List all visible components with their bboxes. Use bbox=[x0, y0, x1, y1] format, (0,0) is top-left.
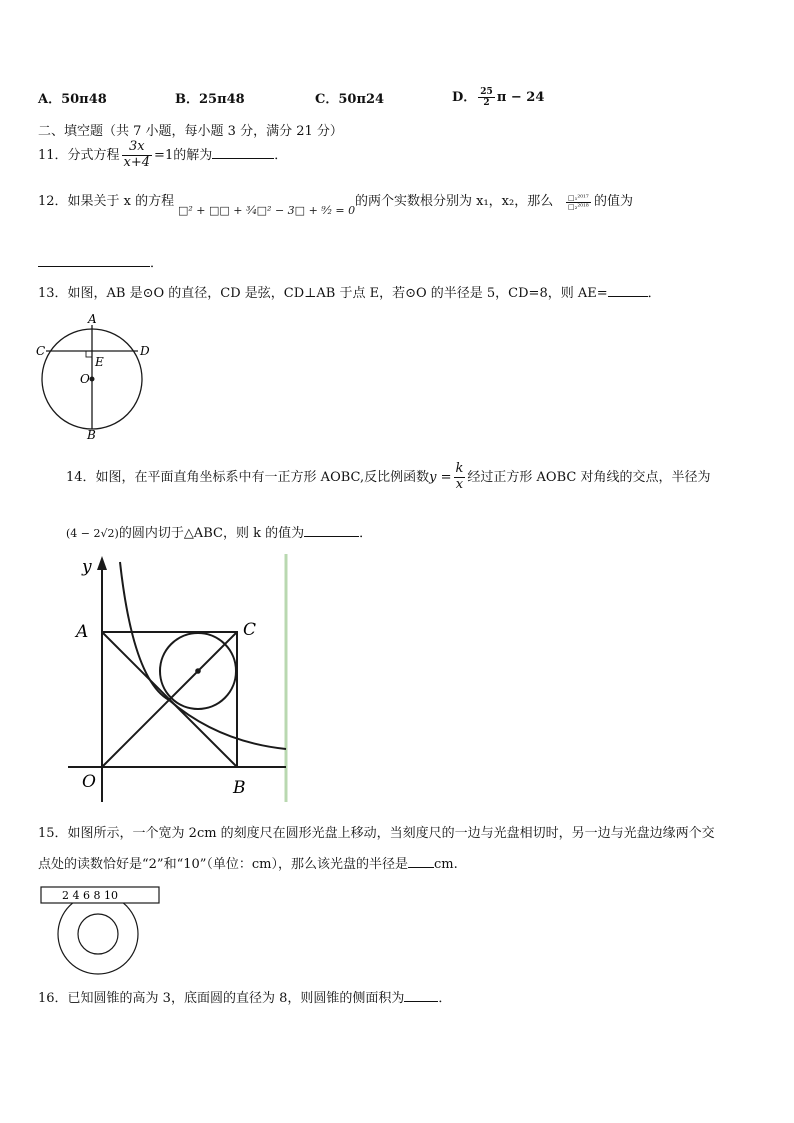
q13-text: 13．如图，AB 是⊙O 的直径，CD 是弦，CD⊥AB 于点 E，若⊙O 的半径是 5，CD=8，则 AE= bbox=[38, 286, 608, 301]
q14-end: ． bbox=[359, 526, 373, 541]
q11-frac-num: 3x bbox=[122, 140, 153, 156]
option-b-label: B． bbox=[175, 92, 199, 107]
q13-figure bbox=[30, 308, 160, 443]
option-d-frac-den: 2 bbox=[483, 98, 490, 108]
q14-y-axis-arrow bbox=[97, 556, 107, 570]
q13-center-point bbox=[90, 377, 95, 382]
q13-label-o: O bbox=[80, 372, 90, 386]
q12-prefix: 12．如果关于 x 的方程 bbox=[38, 194, 175, 209]
q14-text3: 的圆内切于△ABC，则 k 的值为 bbox=[118, 526, 305, 541]
q14-frac-den: x bbox=[455, 476, 464, 492]
q12-suffix: 的值为 bbox=[594, 194, 634, 209]
q12-expression bbox=[564, 194, 593, 211]
option-b bbox=[175, 88, 245, 107]
q13-label-b: B bbox=[87, 428, 96, 442]
q15-answer-blank[interactable] bbox=[408, 855, 434, 868]
option-d-frac-num: 25 bbox=[480, 86, 493, 97]
option-b-value: 25π48 bbox=[199, 92, 245, 107]
q12-answer-blank[interactable] bbox=[38, 254, 150, 267]
q16-text: 16．已知圆锥的高为 3，底面圆的直径为 8，则圆锥的侧面积为 bbox=[38, 991, 405, 1006]
q11-end: ． bbox=[274, 147, 288, 163]
q14-radius: (4 − 2√2) bbox=[66, 527, 119, 540]
q12-middle: 的两个实数根分别为 x₁，x₂，那么 bbox=[355, 194, 554, 209]
question-16 bbox=[38, 987, 451, 1006]
q13-label-a: A bbox=[88, 312, 97, 326]
q11-fraction bbox=[122, 140, 153, 171]
question-11 bbox=[38, 140, 287, 171]
q16-end: ． bbox=[438, 991, 452, 1006]
option-d-label: D． bbox=[452, 90, 477, 105]
q15-figure bbox=[38, 884, 163, 976]
q12-end: ． bbox=[150, 256, 164, 271]
q13-label-c: C bbox=[36, 344, 46, 358]
q14-label-o: O bbox=[82, 772, 96, 792]
q11-suffix: 的解为 bbox=[173, 147, 213, 163]
q11-prefix: 11．分式方程 bbox=[38, 147, 120, 163]
q14-label-a: A bbox=[76, 622, 89, 642]
q13-right-angle-mark bbox=[86, 351, 92, 357]
q16-answer-blank[interactable] bbox=[404, 989, 438, 1002]
q14-label-c: C bbox=[243, 620, 257, 640]
option-a bbox=[38, 88, 107, 107]
q14-label-y: y bbox=[82, 557, 92, 577]
q15-line2: 点处的读数恰好是“2”和“10”（单位：cm），那么该光盘的半径是 bbox=[38, 857, 409, 872]
q15-line1: 15．如图所示，一个宽为 2cm 的刻度尺在圆形光盘上移动，当刻度尺的一边与光盘相切时，另一边与光盘边缘两个交 bbox=[38, 826, 715, 841]
q14-circle-center bbox=[195, 668, 201, 674]
q14-frac-num: k bbox=[455, 461, 464, 476]
option-a-value: 50π48 bbox=[61, 92, 107, 107]
q14-text1: 14．如图，在平面直角坐标系中有一正方形 AOBC,反比例函数 bbox=[66, 469, 430, 485]
q11-eq: =1 bbox=[154, 147, 174, 163]
q11-answer-blank[interactable] bbox=[212, 146, 274, 159]
option-a-label: A． bbox=[38, 92, 62, 107]
question-14-line1 bbox=[66, 462, 710, 493]
q13-label-d: D bbox=[140, 344, 150, 358]
q14-func-lhs: y = bbox=[429, 469, 452, 485]
q15-outer-disc bbox=[58, 894, 138, 974]
q15-inner-hole bbox=[78, 914, 118, 954]
q14-figure bbox=[68, 552, 298, 804]
q12-equation: □² + □□ + ³⁄₄□² − 3□ + ⁹⁄₂ = 0 bbox=[178, 204, 356, 217]
q11-frac-den: x+4 bbox=[123, 154, 151, 170]
option-d bbox=[452, 86, 544, 108]
option-d-tail: π − 24 bbox=[496, 90, 545, 105]
question-14-line2 bbox=[66, 522, 372, 541]
q14-hyperbola-curve bbox=[120, 562, 286, 749]
q13-label-e: E bbox=[95, 355, 104, 369]
option-c-label: C． bbox=[315, 92, 339, 107]
q12-expr-top: □₁²⁰¹⁷ bbox=[568, 194, 589, 202]
q12-answer-line bbox=[38, 252, 163, 271]
q12-expr-fraction bbox=[566, 194, 591, 211]
option-c-value: 50π24 bbox=[338, 92, 385, 107]
q14-fraction bbox=[454, 462, 466, 493]
q14-label-b: B bbox=[233, 778, 246, 798]
question-15-line2 bbox=[38, 853, 458, 872]
question-13 bbox=[38, 282, 661, 301]
q12-expr-bot: □₂²⁰¹⁸ bbox=[568, 203, 589, 212]
option-c bbox=[315, 88, 384, 107]
q13-answer-blank[interactable] bbox=[608, 284, 648, 297]
q14-answer-blank[interactable] bbox=[304, 524, 359, 537]
q15-ruler-marks: 2 4 6 8 10 bbox=[62, 889, 118, 902]
section-title: 二、填空题（共 7 小题，每小题 3 分，满分 21 分） bbox=[38, 124, 343, 139]
q14-text2: 经过正方形 AOBC 对角线的交点，半径为 bbox=[467, 469, 711, 485]
q13-end: ． bbox=[647, 286, 661, 301]
option-d-fraction bbox=[478, 87, 495, 109]
q15-unit: cm. bbox=[434, 857, 458, 872]
